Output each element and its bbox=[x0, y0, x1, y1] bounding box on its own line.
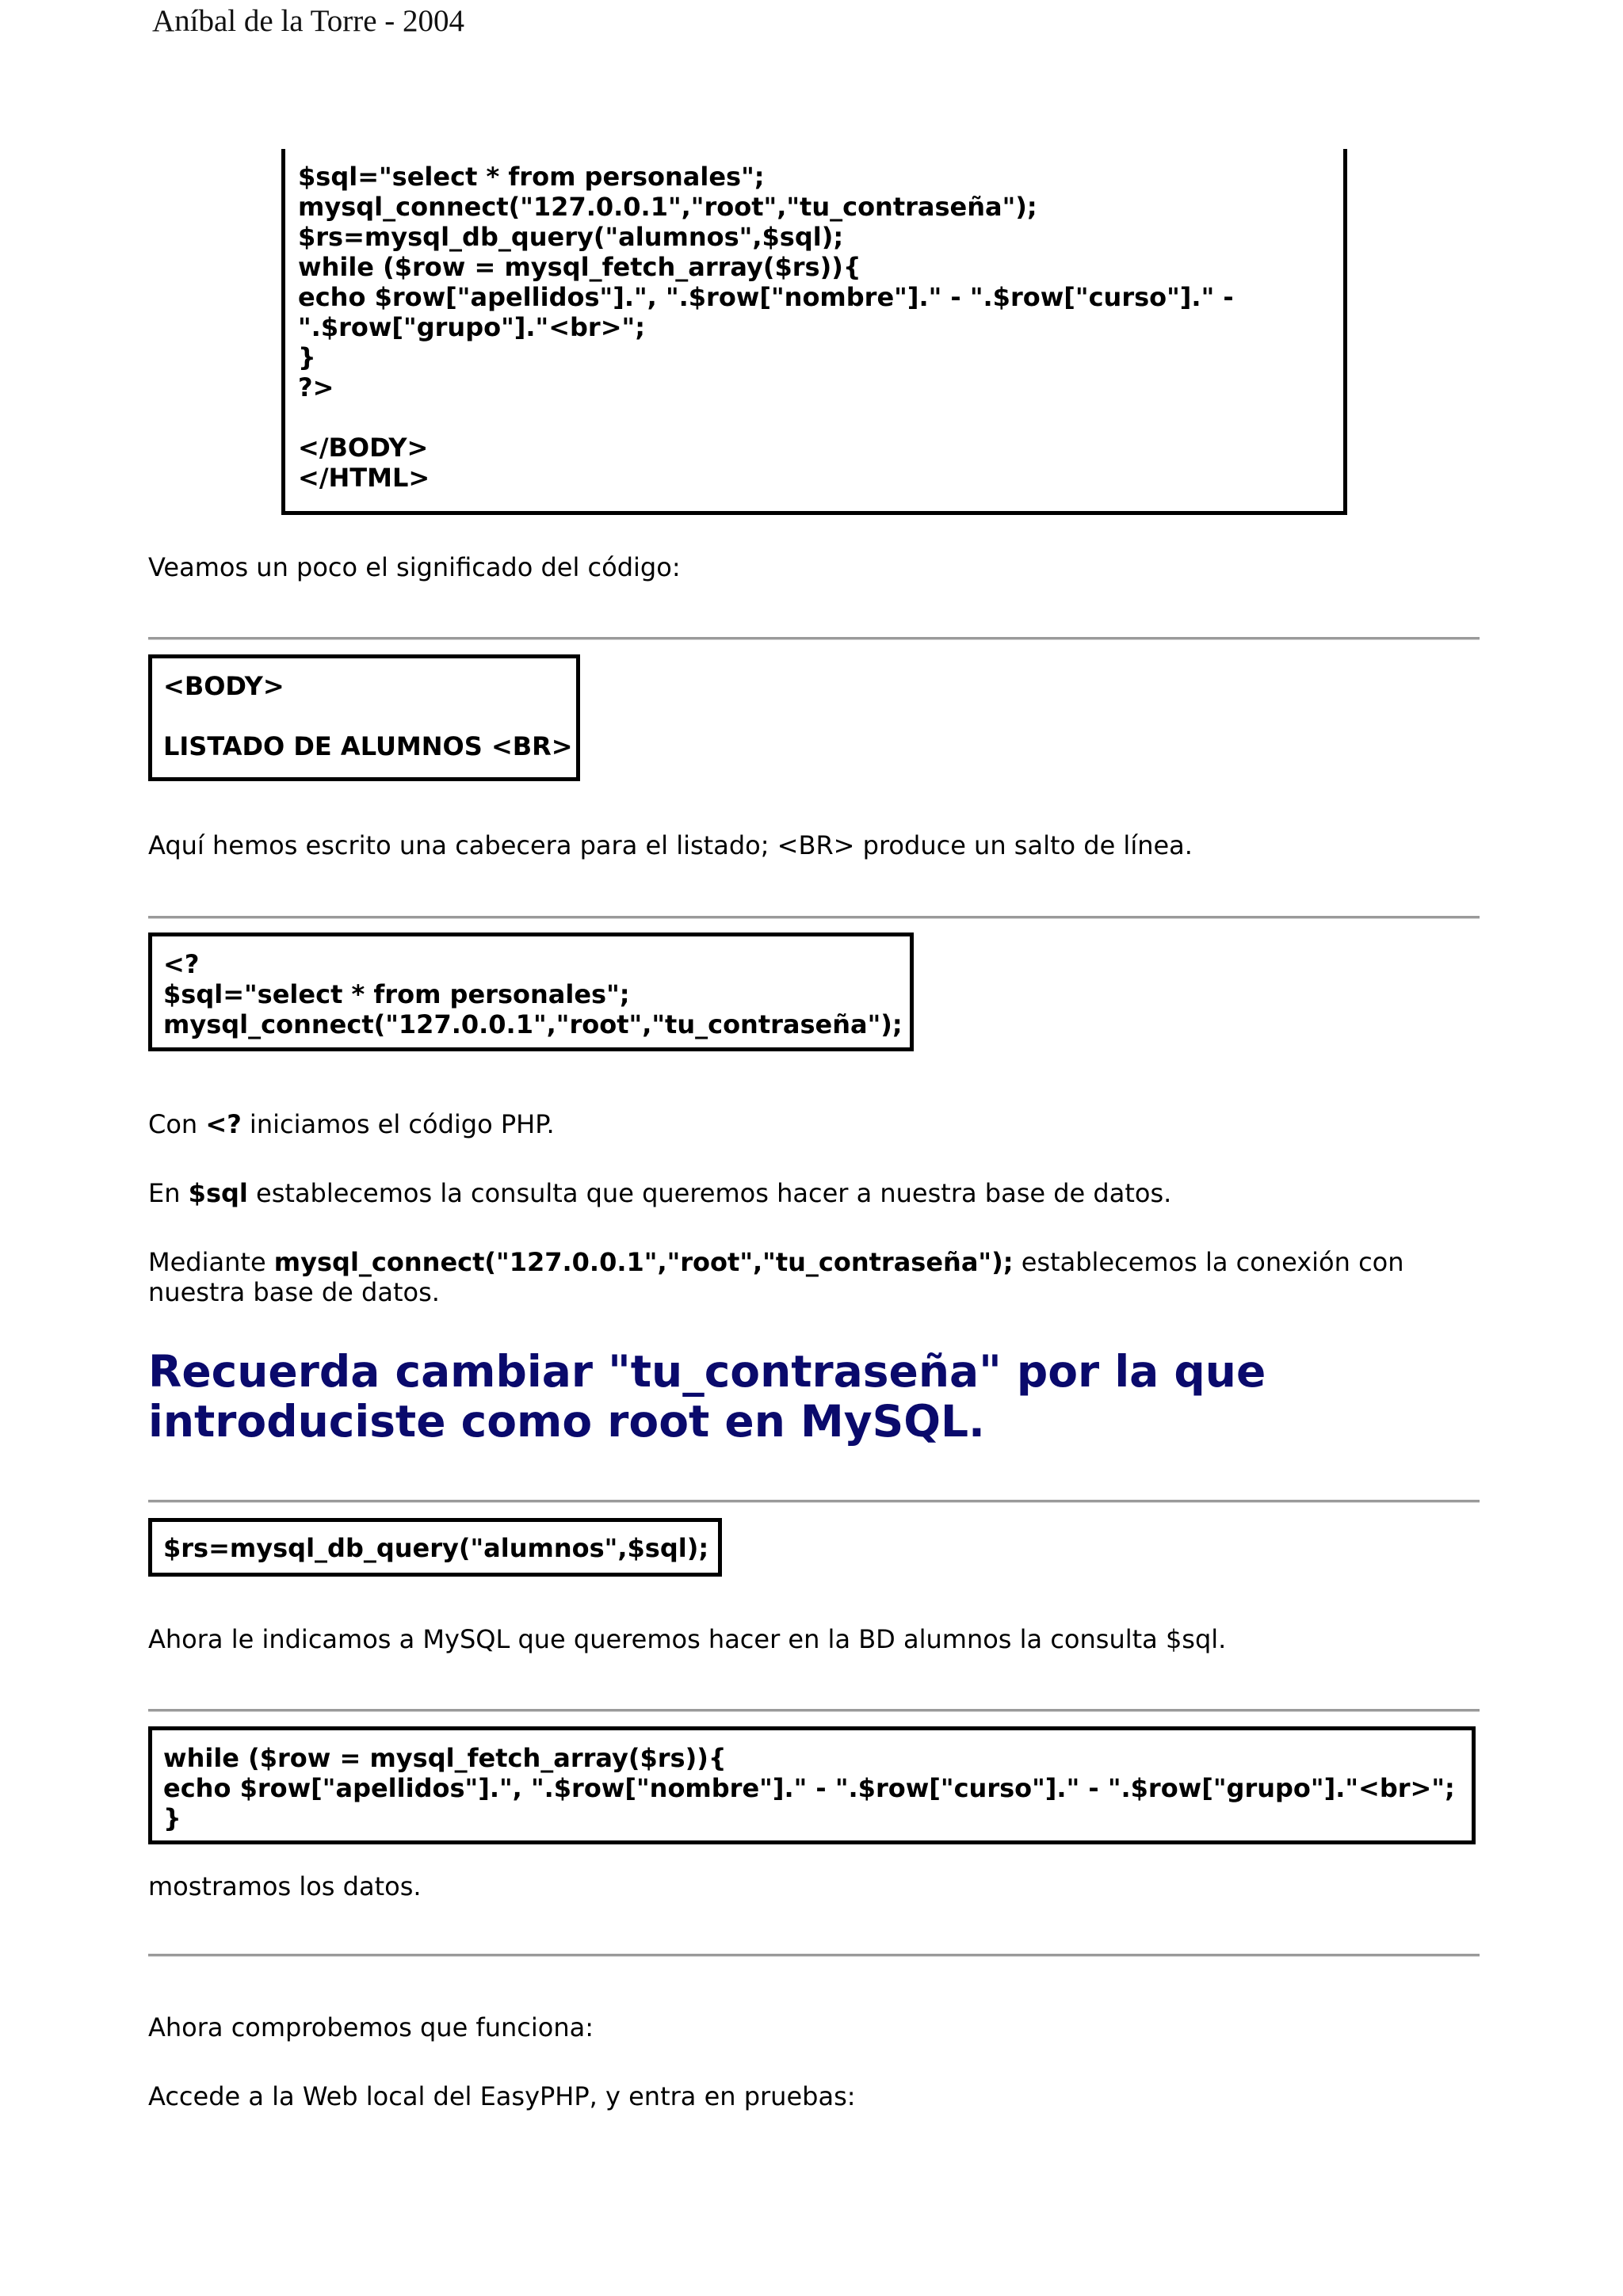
check-paragraph: Ahora comprobemos que funciona: bbox=[148, 2012, 594, 2042]
code-block-loop: while ($row = mysql_fetch_array($rs)){ echo $row["apellidos"].", ".$row["nombre"]." - ".$row["curso"]." - ".$row["grupo"]."<br>"; } bbox=[148, 1726, 1476, 1844]
paragraph-con-pre: Con bbox=[148, 1109, 206, 1139]
paragraph-mediante-bold: mysql_connect("127.0.0.1","root","tu_contraseña"); bbox=[273, 1247, 1014, 1277]
paragraph-con-bold: <? bbox=[205, 1109, 242, 1139]
paragraph-con-post: iniciamos el código PHP. bbox=[241, 1109, 555, 1139]
intro-paragraph: Veamos un poco el significado del código: bbox=[148, 552, 681, 582]
paragraph-en-pre: En bbox=[148, 1178, 189, 1208]
paragraph-mediante bbox=[148, 1247, 1416, 1307]
paragraph-en-bold: $sql bbox=[188, 1178, 248, 1208]
code-block-full-script: $sql="select * from personales"; mysql_connect("127.0.0.1","root","tu_contraseña"); $rs=mysql_db_query("alumnos",$sql); while ($row = mysql_fetch_array($rs)){ echo $row["apellidos"].", ".$row["nombre"]." - ".$row["curso"]." - ".$row["grupo"]."<br>"; } ?> </BODY> </HTML> bbox=[281, 149, 1347, 515]
paragraph-mediante-post: establecemos la conexión con nuestra base de datos. bbox=[148, 1247, 1404, 1307]
code-block-body: <BODY> LISTADO DE ALUMNOS <BR> bbox=[148, 654, 580, 781]
loop-explanation: mostramos los datos. bbox=[148, 1871, 422, 1901]
code-block-query: $rs=mysql_db_query("alumnos",$sql); bbox=[148, 1518, 722, 1577]
body-explanation: Aquí hemos escrito una cabecera para el listado; <BR> produce un salto de línea. bbox=[148, 830, 1193, 860]
page-header: Aníbal de la Torre - 2004 bbox=[152, 4, 465, 38]
section-divider bbox=[148, 1709, 1480, 1712]
code-block-connect: <? $sql="select * from personales"; mysql_connect("127.0.0.1","root","tu_contraseña"); bbox=[148, 933, 914, 1051]
section-divider bbox=[148, 1500, 1480, 1503]
section-divider bbox=[148, 916, 1480, 919]
access-paragraph: Accede a la Web local del EasyPHP, y entra en pruebas: bbox=[148, 2081, 856, 2111]
paragraph-con bbox=[148, 1109, 1487, 1139]
paragraph-mediante-pre: Mediante bbox=[148, 1247, 274, 1277]
reminder-heading: Recuerda cambiar "tu_contraseña" por la que introduciste como root en MySQL. bbox=[148, 1346, 1266, 1447]
paragraph-en-post: establecemos la consulta que queremos hacer a nuestra base de datos. bbox=[247, 1178, 1172, 1208]
section-divider bbox=[148, 637, 1480, 640]
query-explanation: Ahora le indicamos a MySQL que queremos hacer en la BD alumnos la consulta $sql. bbox=[148, 1624, 1227, 1654]
section-divider bbox=[148, 1954, 1480, 1957]
paragraph-en bbox=[148, 1178, 1487, 1208]
